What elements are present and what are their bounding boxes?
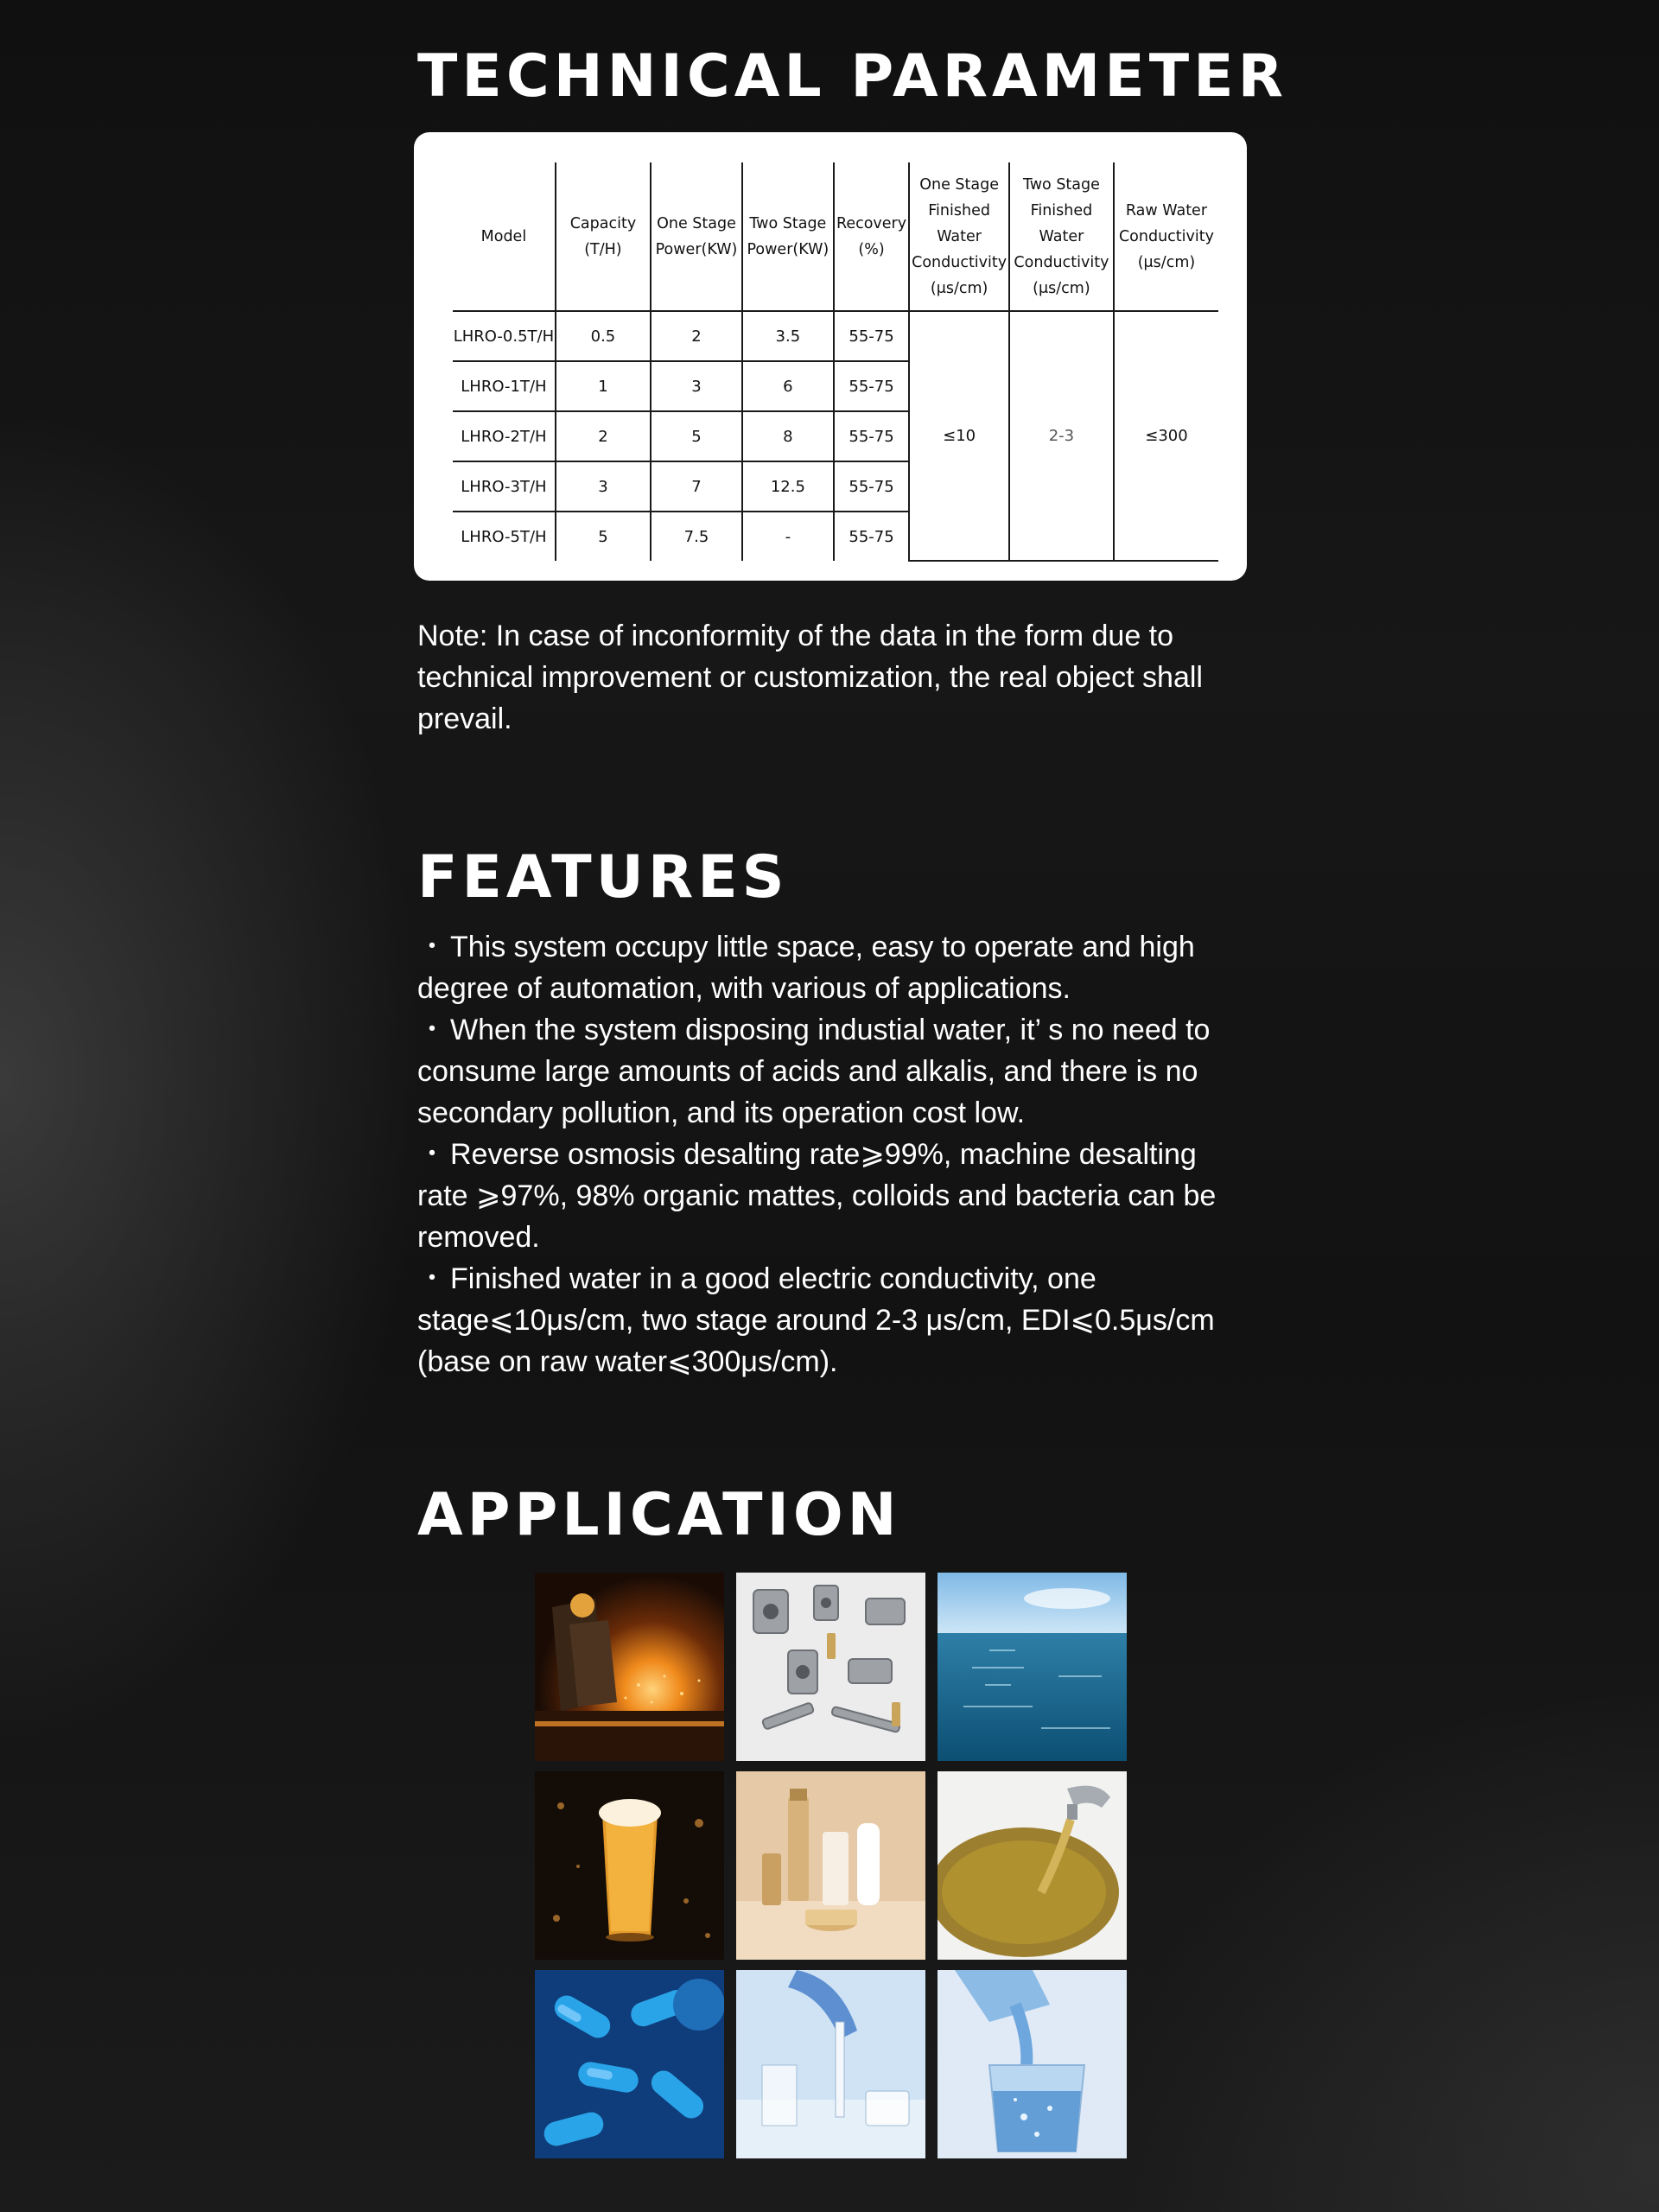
header-raw-water-conductivity: Raw Water Conductivity (μs/cm) [1114, 162, 1218, 311]
cell-two-stage-power: 12.5 [742, 461, 834, 512]
header-recovery: Recovery (%) [834, 162, 910, 311]
cell-one-stage-power: 3 [651, 361, 742, 411]
cell-two-stage-power: - [742, 512, 834, 561]
bullet: ・ [417, 1138, 447, 1171]
header-one-stage-conductivity: One Stage Finished Water Conductivity (μs/cm) [909, 162, 1009, 311]
table-row [453, 311, 1218, 361]
cell-recovery: 55-75 [834, 512, 910, 561]
header-two-stage-conductivity: Two Stage Finished Water Conductivity (μs/cm) [1009, 162, 1114, 311]
cell-two-stage-conductivity: 2-3 [1009, 311, 1114, 561]
cell-recovery: 55-75 [834, 411, 910, 461]
feature-text: When the system disposing industial water, it’ s no need to consume large amounts of acids and alkalis, and there is no secondary pollution, and its operation cost low. [417, 1014, 1211, 1129]
feature-item [417, 1258, 1247, 1382]
cell-one-stage-power: 5 [651, 411, 742, 461]
parameter-table-card [414, 132, 1247, 581]
beer-glass-photo [535, 1771, 724, 1960]
cell-recovery: 55-75 [834, 361, 910, 411]
technical-parameter-title: TECHNICAL PARAMETER [417, 42, 1287, 111]
features-title: FEATURES [417, 843, 789, 912]
metal-parts-photo [736, 1573, 925, 1761]
pharma-capsules-photo [535, 1970, 724, 2158]
feature-item [417, 1009, 1247, 1134]
bullet: ・ [417, 1262, 447, 1295]
cosmetics-photo [736, 1771, 925, 1960]
cell-recovery: 55-75 [834, 461, 910, 512]
cell-capacity: 2 [556, 411, 651, 461]
cell-model: LHRO-3T/H [453, 461, 556, 512]
cell-capacity: 5 [556, 512, 651, 561]
application-title: APPLICATION [417, 1481, 901, 1549]
header-one-stage-power: One Stage Power(KW) [651, 162, 742, 311]
table-header-row [453, 162, 1218, 311]
cell-two-stage-power: 6 [742, 361, 834, 411]
cell-model: LHRO-2T/H [453, 411, 556, 461]
laboratory-pipette-photo [736, 1970, 925, 2158]
cell-model: LHRO-0.5T/H [453, 311, 556, 361]
cell-one-stage-power: 7.5 [651, 512, 742, 561]
feature-item [417, 1134, 1247, 1258]
cell-raw-water-conductivity: ≤300 [1114, 311, 1218, 561]
cell-one-stage-power: 2 [651, 311, 742, 361]
features-list [417, 926, 1247, 1382]
cell-one-stage-power: 7 [651, 461, 742, 512]
header-two-stage-power: Two Stage Power(KW) [742, 162, 834, 311]
feature-text: Reverse osmosis desalting rate⩾99%, machine desalting rate ⩾97%, 98% organic mattes, colloids and bacteria can be removed. [417, 1138, 1217, 1254]
cell-capacity: 3 [556, 461, 651, 512]
application-image-grid [535, 1573, 1127, 2158]
cell-capacity: 0.5 [556, 311, 651, 361]
cell-one-stage-conductivity: ≤10 [909, 311, 1009, 561]
sea-water-photo [938, 1573, 1127, 1761]
parameter-table [453, 162, 1218, 562]
cell-two-stage-power: 3.5 [742, 311, 834, 361]
bullet: ・ [417, 931, 447, 963]
bullet: ・ [417, 1014, 447, 1046]
cell-model: LHRO-5T/H [453, 512, 556, 561]
feature-text: Finished water in a good electric conductivity, one stage⩽10μs/cm, two stage around 2-3 μs/cm, EDI⩽0.5μs/cm (base on raw water⩽300μs/cm). [417, 1262, 1215, 1378]
tap-water-photo [938, 1771, 1127, 1960]
feature-item [417, 926, 1247, 1009]
header-capacity: Capacity (T/H) [556, 162, 651, 311]
cell-recovery: 55-75 [834, 311, 910, 361]
cell-two-stage-power: 8 [742, 411, 834, 461]
cell-capacity: 1 [556, 361, 651, 411]
feature-text: This system occupy little space, easy to operate and high degree of automation, with various of applications. [417, 931, 1195, 1005]
cell-model: LHRO-1T/H [453, 361, 556, 411]
steel-mill-photo [535, 1573, 724, 1761]
drinking-water-photo [938, 1970, 1127, 2158]
disclaimer-note: Note: In case of inconformity of the data in the form due to technical improvement or customization, the real object shall prevail. [417, 620, 1203, 735]
header-model: Model [453, 162, 556, 311]
